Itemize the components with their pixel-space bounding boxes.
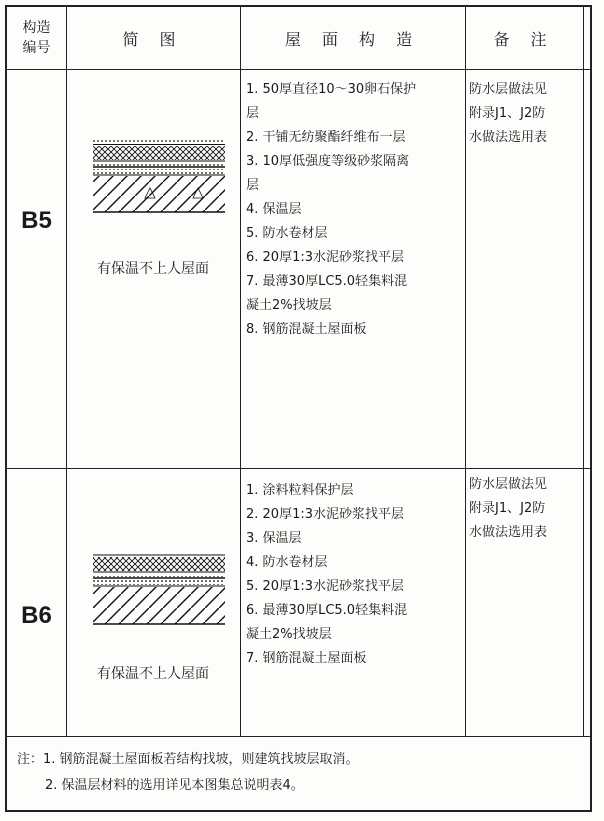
layer-item: 凝土2%找坡层 [246, 298, 332, 313]
layer-list-b6 [246, 479, 466, 671]
remark-b5 [469, 78, 587, 150]
layer-item: 4. 防水卷材层 [246, 555, 328, 570]
row-code-b6: B6 [21, 602, 52, 629]
column-divider [66, 7, 67, 736]
header-code-line2: 编号 [22, 40, 51, 56]
layer-list-b5 [246, 78, 466, 342]
layer-item: 3. 保温层 [246, 531, 302, 546]
footer-note-1: 注：1. 钢筋混凝土屋面板若结构找坡，则建筑找坡层取消。 [17, 752, 359, 767]
remark-line: 附录J1、J2防 [469, 501, 546, 516]
remark-line: 防水层做法见 [469, 82, 548, 97]
layer-item: 凝土2%找坡层 [246, 627, 332, 642]
remark-line: 水做法选用表 [469, 525, 548, 540]
footer-note-2: 2. 保温层材料的选用详见本图集总说明表4。 [45, 778, 304, 793]
header-construction: 屋 面 构 造 [284, 29, 421, 49]
layer-item: 层 [246, 106, 260, 121]
header-code-line1: 构造 [22, 20, 51, 36]
construction-table [5, 5, 592, 812]
layer-item: 6. 最薄30厚LC5.0轻集料混 [246, 603, 408, 618]
footer-notes [17, 747, 587, 799]
layer-item: 7. 钢筋混凝土屋面板 [246, 651, 367, 666]
layer-item: 7. 最薄30厚LC5.0轻集料混 [246, 274, 408, 289]
roof-section-diagram-b6 [93, 552, 225, 626]
layer-item: 2. 干铺无纺聚酯纤维布一层 [246, 130, 406, 145]
layer-item: 6. 20厚1:3水泥砂浆找平层 [246, 250, 404, 265]
layer-item: 5. 防水卷材层 [246, 226, 328, 241]
header-code [7, 7, 66, 69]
header-remarks: 备 注 [493, 29, 555, 49]
layer-item: 2. 20厚1:3水泥砂浆找平层 [246, 507, 404, 522]
footer-divider [7, 736, 590, 737]
remark-b6 [469, 473, 587, 545]
row-divider [7, 468, 590, 469]
layer-item: 层 [246, 178, 260, 193]
layer-item: 8. 钢筋混凝土屋面板 [246, 322, 367, 337]
remark-line: 附录J1、J2防 [469, 106, 546, 121]
remark-line: 水做法选用表 [469, 130, 548, 145]
layer-item: 1. 50厚直径10～30卵石保护 [246, 82, 417, 97]
row-caption-b5: 有保温不上人屋面 [97, 261, 209, 277]
header-divider [7, 69, 590, 70]
header-diagram: 简 图 [122, 29, 184, 49]
row-caption-b6: 有保温不上人屋面 [97, 666, 209, 682]
layer-item: 5. 20厚1:3水泥砂浆找平层 [246, 579, 404, 594]
column-divider [240, 7, 241, 736]
layer-item: 1. 涂料粒料保护层 [246, 483, 354, 498]
row-code-b5: B5 [21, 207, 52, 234]
layer-item: 3. 10厚低强度等级砂浆隔离 [246, 154, 410, 169]
layer-item: 4. 保温层 [246, 202, 302, 217]
roof-section-diagram-b5 [93, 140, 225, 214]
remark-line: 防水层做法见 [469, 477, 548, 492]
